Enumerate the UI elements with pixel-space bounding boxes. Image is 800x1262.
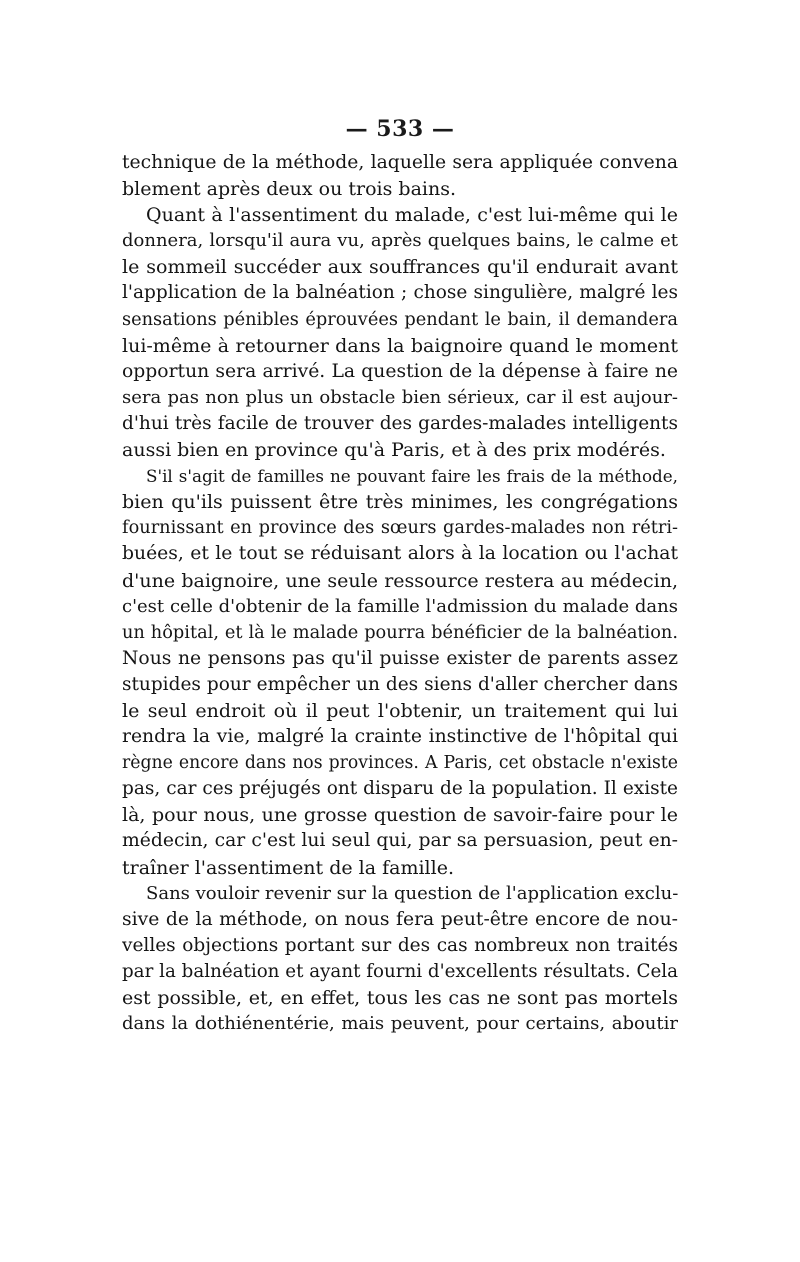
text-line: sive de la méthode, on nous fera peut-être encore de nou-: [122, 908, 678, 930]
text-line: sera pas non plus un obstacle bien sérieux, car il est aujour-: [122, 386, 678, 408]
text-line: buées, et le tout se réduisant alors à la location ou l'achat: [122, 543, 678, 565]
text-line: fournissant en province des sœurs gardes-malades non rétri-: [122, 518, 678, 539]
text-line: opportun sera arrivé. La question de la dépense à faire ne: [122, 360, 678, 382]
text-line: blement après deux ou trois bains.: [122, 178, 456, 201]
text-line: le seul endroit où il peut l'obtenir, un traitement qui lui: [122, 699, 678, 722]
text-line: d'une baignoire, une seule ressource restera au médecin,: [122, 569, 678, 592]
body-text: [122, 150, 678, 1037]
text-line: par la balnéation et ayant fourni d'excellents résultats. Cela: [122, 960, 678, 982]
text-line: l'application de la balnéation ; chose singulière, malgré les: [122, 282, 678, 304]
text-line: bien qu'ils puissent être très minimes, les congrégations: [122, 491, 678, 514]
text-line: traîner l'assentiment de la famille.: [122, 856, 454, 879]
text-line: est possible, et, en effet, tous les cas ne sont pas mortels: [122, 987, 678, 1009]
text-line: règne encore dans nos provinces. A Paris, cet obstacle n'existe: [122, 753, 678, 774]
text-line: velles objections portant sur des cas nombreux non traités: [122, 934, 678, 956]
text-line: Sans vouloir revenir sur la question de l'application exclu-: [146, 882, 678, 904]
text-line: là, pour nous, une grosse question de savoir-faire pour le: [122, 804, 678, 827]
text-line: technique de la méthode, laquelle sera appliquée convena: [122, 152, 678, 173]
text-line: Quant à l'assentiment du malade, c'est lui-même qui le: [146, 204, 678, 227]
text-line: Nous ne pensons pas qu'il puisse exister de parents assez: [122, 647, 678, 669]
text-line: le sommeil succéder aux souffrances qu'il endurait avant: [122, 256, 678, 279]
text-line: d'hui très facile de trouver des gardes-malades intelligents: [122, 412, 678, 434]
text-line: c'est celle d'obtenir de la famille l'admission du malade dans: [122, 595, 678, 617]
page-number: — 533 —: [345, 116, 455, 142]
text-line: un hôpital, et là le malade pourra bénéficier de la balnéation.: [122, 622, 678, 643]
text-line: rendra la vie, malgré la crainte instinctive de l'hôpital qui: [122, 726, 678, 748]
text-line: sensations pénibles éprouvées pendant le bain, il demandera: [122, 309, 678, 330]
text-line: S'il s'agit de familles ne pouvant faire les frais de la méthode,: [146, 466, 678, 487]
text-line: pas, car ces préjugés ont disparu de la population. Il existe: [122, 778, 678, 800]
text-line: dans la dothiénentérie, mais peuvent, pour certains, aboutir: [122, 1013, 678, 1035]
text-line: stupides pour empêcher un des siens d'aller chercher dans: [122, 673, 678, 695]
text-line: lui-même à retourner dans la baignoire quand le moment: [122, 334, 678, 357]
text-line: donnera, lorsqu'il aura vu, après quelques bains, le calme et: [122, 230, 678, 252]
text-line: médecin, car c'est lui seul qui, par sa persuasion, peut en-: [122, 830, 678, 852]
text-line: aussi bien en province qu'à Paris, et à des prix modérés.: [122, 439, 666, 462]
